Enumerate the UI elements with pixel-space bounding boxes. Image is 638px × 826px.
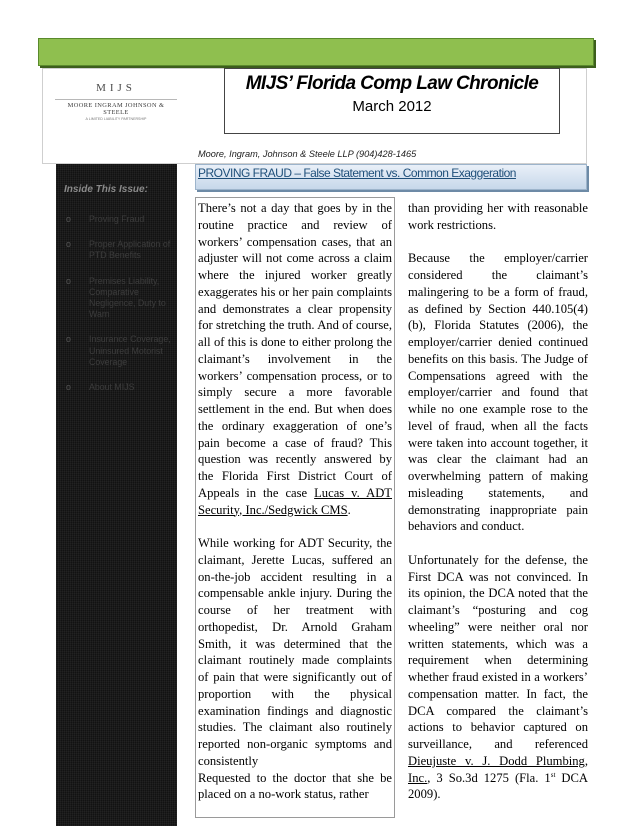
logo-monogram: MIJS [96, 82, 136, 94]
bullet-icon: o [66, 239, 71, 250]
article-paragraph: There’s not a day that goes by in the routine practice and review of workers’ compensation cases, that an adjuster will not come across a claim where the injured worker greatly exaggerates his or her pain complaints and demonstrates a clear propensity for stretching the truth. And of course, all of this is done to either prolong the claimant’s involvement in the workers’ compensation process, or to simply secure a more favorable settlement in the end. But when does the ordinary exaggeration of one’s pain become a case of fraud? This question was recently answered by the Florida First District Court of Appeals in the case Lucas v. ADT Security, Inc./Sedgwick CMS. [198, 201, 392, 517]
bullet-icon: o [66, 214, 71, 224]
bullet-icon: o [66, 275, 71, 286]
firm-contact-line: Moore, Ingram, Johnson & Steele LLP (904)428-1465 [198, 149, 417, 159]
toc-item-ptd-benefits[interactable]: o Proper Application of PTD Benefits [66, 239, 171, 261]
article-column-2 [406, 197, 588, 820]
newsletter-title-box [224, 68, 560, 134]
case-citation-dieujuste: Dieujuste v. J. Dodd Plumbing, Inc. [408, 753, 588, 785]
article-paragraph: Unfortunately for the defense, the First DCA was not convinced. In its opinion, the DCA noted that the claimant’s “posturing and cog wheeling” were neither oral nor written statements, which was a requirement when determining whether fraud existed in a workers’ compensation matter. In fact, the DCA compared the claimant’s actions to behavior captured on surveillance, and referenced Dieujuste v. J. Dodd Plumbing, Inc., 3 So.3d 1275 (Fla. 1st DCA 2009). [408, 552, 588, 802]
article-paragraph: Because the employer/carrier considered the claimant’s malingering to be a form of fraud, as defined by Section 440.105(4)(b), Florida Statutes (2006), the employer/carrier denied continued benefits on this basis. The Judge of Compensations agreed with the employer/carrier and found that while no one example rose to the level of fraud, when all the facts were taken into account together, it was clear the claimant had an overwhelming pattern of making misleading statements, and demonstrating inappropriate pain behaviors and conduct. [408, 251, 588, 534]
newsletter-date: March 2012 [352, 98, 432, 115]
article-heading: PROVING FRAUD – False Statement vs. Common Exaggeration [198, 166, 516, 180]
toc-item-about-mijs[interactable]: o About MIJS [66, 382, 135, 393]
bullet-icon: o [66, 382, 71, 393]
toc-item-insurance-coverage[interactable]: o Insurance Coverage, Uninsured Motorist Coverage [66, 334, 171, 367]
logo-tagline: A LIMITED LIABILITY PARTNERSHIP [85, 117, 147, 121]
article-column-1 [195, 197, 395, 818]
article-paragraph: than providing her with reasonable work restrictions. [408, 201, 588, 232]
bullet-icon: o [66, 334, 71, 345]
toc-item-proving-fraud[interactable]: o Proving Fraud [66, 214, 145, 224]
article-paragraph: Requested to the doctor that she be placed on a no-work status, rather [198, 770, 392, 802]
table-of-contents [66, 214, 176, 407]
article-paragraph: While working for ADT Security, the claimant, Jerette Lucas, suffered an on-the-job accident resulting in a compensable ankle injury. During the course of her treatment with orthopedist, Dr. Arnold Graham Smith, it was determined that the claimant routinely made complaints of pain that were significantly out of proportion with the physical examination findings and diagnostic studies. The claimant also routinely reported non-organic symptoms and consistently [198, 536, 392, 768]
case-citation-lucas: Lucas v. ADT Security, Inc./Sedgwick CMS [198, 485, 392, 517]
firm-logo [55, 78, 177, 136]
toc-item-premises-liability[interactable]: o Premises Liability, Comparative Negligence, Duty to Warn [66, 275, 166, 320]
sidebar-title: Inside This Issue: [64, 184, 148, 195]
newsletter-title: MIJS’ Florida Comp Law Chronicle [245, 73, 539, 94]
logo-firm-name: MOORE INGRAM JOHNSON & STEELE [55, 99, 177, 116]
top-banner-bar [38, 38, 594, 66]
